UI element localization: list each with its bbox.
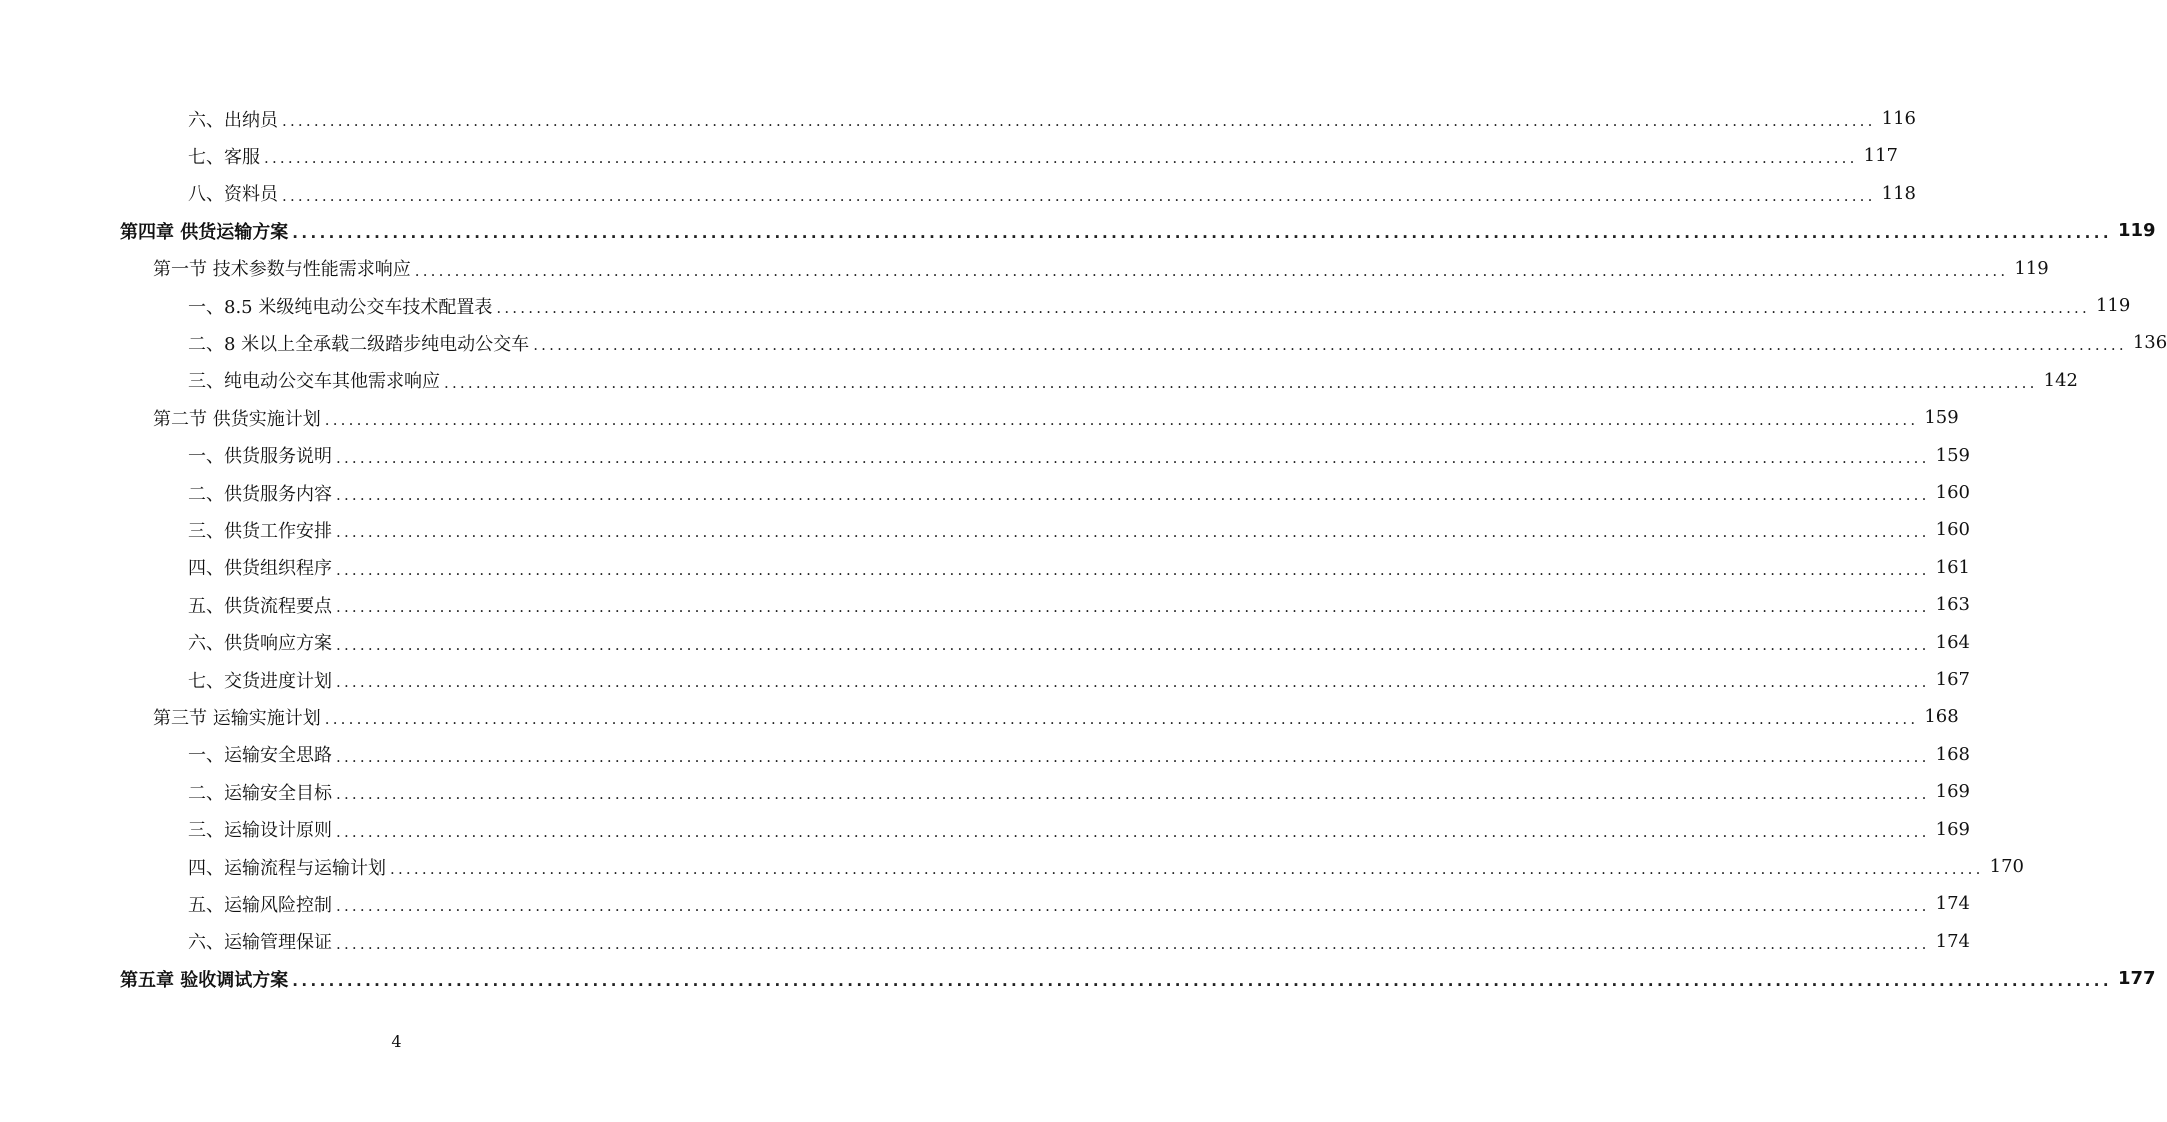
toc-entry-page: 142 — [2043, 369, 2078, 391]
toc-entry-page: 116 — [1881, 108, 1916, 129]
toc-entry-page: 159 — [1924, 407, 1959, 429]
toc-entry-label: 二、8 米以上全承载二级踏步纯电动公交车 — [188, 333, 530, 355]
toc-leader-dots: ........................................................................................................................................................................................................ — [336, 822, 1930, 841]
toc-entry-label: 三、纯电动公交车其他需求响应 — [188, 371, 440, 393]
toc-leader-dots: ........................................................................................................................................................................................................ — [336, 598, 1930, 617]
toc-entry-page: 177 — [2117, 968, 2156, 990]
toc-leader-dots: ........................................................................................................................................................................................................ — [324, 411, 1919, 430]
toc-entry-item[interactable] — [188, 736, 1970, 773]
toc-entry-page: 168 — [1924, 706, 1959, 728]
toc-entry-label: 一、运输安全思路 — [188, 745, 332, 767]
toc-entry-item[interactable] — [188, 848, 2024, 885]
toc-entry-page: 161 — [1935, 556, 1970, 578]
toc-entry-label: 六、供货响应方案 — [188, 633, 332, 655]
toc-leader-dots: ........................................................................................................................................................................................................ — [292, 972, 2112, 991]
toc-entry-page: 119 — [2014, 257, 2049, 279]
toc-entry-page: 160 — [1935, 482, 1970, 503]
toc-entry-page: 136 — [2132, 332, 2167, 354]
toc-leader-dots: ........................................................................................................................................................................................................ — [414, 261, 2009, 280]
toc-leader-dots: ........................................................................................................................................................................................................ — [336, 523, 1930, 542]
toc-entry-page: 160 — [1935, 519, 1970, 541]
toc-entry-item[interactable] — [188, 586, 1970, 623]
toc-entry-page: 168 — [1935, 743, 1970, 765]
toc-leader-dots: ........................................................................................................................................................................................................ — [336, 560, 1930, 579]
toc-entry-label: 三、供货工作安排 — [188, 520, 332, 542]
toc-entry-chapter[interactable] — [120, 960, 2156, 997]
toc-entry-section[interactable] — [153, 250, 2049, 287]
toc-entry-item[interactable] — [188, 437, 1970, 474]
toc-leader-dots: ........................................................................................................................................................................................................ — [336, 635, 1930, 654]
toc-entry-item[interactable] — [188, 100, 1916, 137]
toc-entry-label: 第四章 供货运输方案 — [120, 221, 289, 243]
toc-entry-item[interactable] — [188, 474, 1970, 511]
toc-leader-dots: ........................................................................................................................................................................................................ — [336, 673, 1930, 691]
toc-entry-label: 第五章 验收调试方案 — [120, 969, 289, 991]
toc-leader-dots: ........................................................................................................................................................................................................ — [444, 373, 2038, 392]
toc-leader-dots: ........................................................................................................................................................................................................ — [336, 897, 1930, 916]
toc-entry-label: 五、供货流程要点 — [188, 595, 332, 617]
toc-entry-label: 一、8.5 米级纯电动公交车技术配置表 — [188, 296, 493, 318]
toc-entry-page: 119 — [2095, 295, 2131, 316]
toc-entry-item[interactable] — [188, 362, 2078, 399]
toc-entry-label: 五、运输风险控制 — [188, 894, 332, 916]
toc-entry-item[interactable] — [188, 511, 1970, 548]
toc-entry-label: 七、交货进度计划 — [188, 670, 332, 692]
toc-entry-page: 170 — [1989, 856, 2024, 877]
toc-entry-item[interactable] — [188, 661, 1970, 698]
toc-leader-dots: ........................................................................................................................................................................................................ — [336, 785, 1930, 804]
toc-leader-dots: ........................................................................................................................................................................................................ — [336, 747, 1930, 766]
toc-entry-page: 118 — [1881, 182, 1916, 204]
toc-entry-label: 三、运输设计原则 — [188, 820, 332, 842]
toc-leader-dots: ........................................................................................................................................................................................................ — [533, 336, 2127, 355]
toc-entry-page: 119 — [2117, 220, 2156, 242]
toc-entry-page: 174 — [1935, 893, 1970, 915]
toc-leader-dots: ........................................................................................................................................................................................................ — [282, 186, 1876, 205]
toc-leader-dots: ........................................................................................................................................................................................................ — [324, 710, 1919, 729]
toc-leader-dots: ........................................................................................................................................................................................................ — [282, 112, 1876, 130]
toc-entry-item[interactable] — [188, 137, 1898, 174]
toc-entry-page: 164 — [1935, 631, 1970, 653]
toc-entry-item[interactable] — [188, 549, 1970, 586]
toc-entry-label: 二、运输安全目标 — [188, 782, 332, 804]
toc-leader-dots: ........................................................................................................................................................................................................ — [336, 448, 1930, 467]
toc-entry-label: 六、运输管理保证 — [188, 932, 332, 954]
toc-entry-item[interactable] — [188, 175, 1916, 212]
toc-leader-dots: ........................................................................................................................................................................................................ — [496, 299, 2090, 317]
toc-entry-item[interactable] — [188, 811, 1970, 848]
toc-entry-label: 六、出纳员 — [188, 109, 278, 131]
toc-entry-item[interactable] — [188, 923, 1970, 960]
toc-entry-page: 167 — [1935, 669, 1970, 690]
toc-entry-label: 四、运输流程与运输计划 — [188, 857, 386, 879]
toc-leader-dots: ........................................................................................................................................................................................................ — [336, 486, 1930, 504]
toc-entry-label: 第一节 技术参数与性能需求响应 — [153, 259, 411, 281]
toc-entry-label: 四、供货组织程序 — [188, 558, 332, 580]
toc-entry-label: 二、供货服务内容 — [188, 483, 332, 505]
toc-entry-section[interactable] — [153, 399, 1959, 436]
toc-leader-dots: ........................................................................................................................................................................................................ — [264, 149, 1858, 168]
page-number: 4 — [391, 1032, 402, 1051]
toc-entry-page: 163 — [1935, 594, 1970, 616]
toc-entry-chapter[interactable] — [120, 212, 2156, 249]
toc-leader-dots: ........................................................................................................................................................................................................ — [336, 934, 1930, 953]
toc-entry-label: 第二节 供货实施计划 — [153, 408, 321, 430]
toc-entry-label: 第三节 运输实施计划 — [153, 707, 321, 729]
toc-entry-page: 159 — [1935, 444, 1970, 466]
toc-entry-section[interactable] — [153, 698, 1959, 735]
toc-entry-item[interactable] — [188, 773, 1970, 810]
toc-entry-page: 117 — [1863, 145, 1898, 167]
toc-entry-item[interactable] — [188, 624, 1970, 661]
toc-entry-item[interactable] — [188, 287, 2131, 324]
toc-entry-label: 八、资料员 — [188, 184, 278, 206]
toc-entry-page: 169 — [1935, 818, 1970, 840]
toc-leader-dots: ........................................................................................................................................................................................................ — [390, 860, 1984, 878]
toc-entry-label: 一、供货服务说明 — [188, 446, 332, 468]
toc-entry-label: 七、客服 — [188, 146, 260, 168]
toc-entry-item[interactable] — [188, 885, 1970, 922]
toc-entry-page: 169 — [1935, 781, 1970, 803]
toc-entry-page: 174 — [1935, 930, 1970, 952]
toc-entry-item[interactable] — [188, 324, 2167, 361]
toc-leader-dots: ........................................................................................................................................................................................................ — [292, 224, 2112, 243]
